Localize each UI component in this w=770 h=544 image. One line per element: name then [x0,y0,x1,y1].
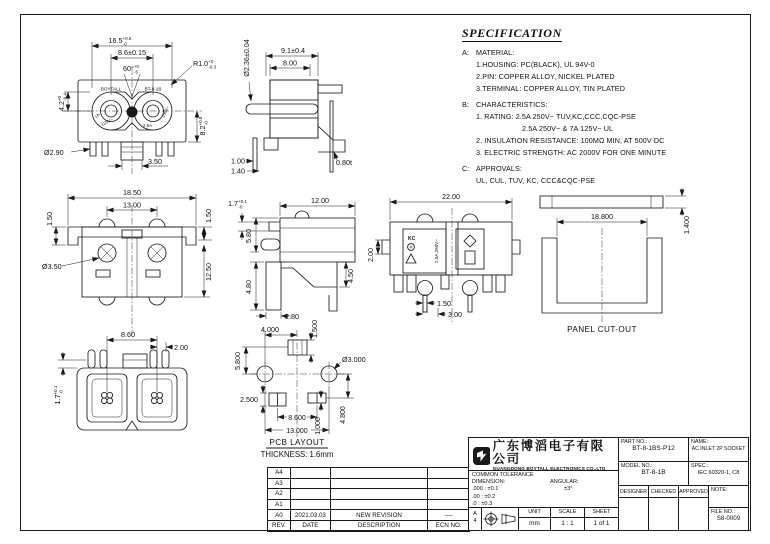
brand-right: BT-8-1B [144,86,162,92]
tolerance-row: .0 : ±0.3 [472,500,493,507]
tolerance-row: .00 : ±0.2 [472,493,496,500]
dim-pcb-d3: 5.800 [233,352,242,370]
dim-side-depth: 9.1±0.4 [281,46,305,55]
dim-side-leg2: 1.40 [231,166,245,176]
dim-side-leg1: 1.00 [231,156,245,166]
rev-cell: A4 [268,468,291,479]
dim-front-radius: $R1.0^{+0}$ -0.3 [193,59,217,70]
dim-pcb-d1: 4.000 [261,325,279,334]
view-under [53,330,188,430]
spec-value: IEC 60320-1, C8 [697,470,740,476]
pcb-layout-caption: PCB LAYOUT [269,438,325,447]
table-row [268,478,470,489]
dim-bottom-pinw: 1.50 [437,299,451,308]
spec-line: UL, CUL, TUV, KC, CCC&CQC-PSE [476,175,596,185]
rating-mark: 2.5A 250V~ [434,239,439,263]
spec-line: 3.TERMINAL: COPPER ALLOY, TIN PLATED [476,83,625,93]
rev-cell [290,478,330,489]
rev-cell: A2 [268,489,291,500]
checked-signature-cell [649,498,679,530]
dim-pcb-d4: 2.500 [240,395,258,404]
dim-back-e2: 1.50 [204,209,213,223]
file-no-label: FILE NO.: [711,509,735,515]
dim-front-hleft: $4.2^{+0}-0.4$ [57,93,68,111]
rev-cell [330,478,427,489]
scale-value: 1 : 1 [561,520,574,527]
spec-b-label: B: [462,100,469,110]
rev-cell [330,499,427,510]
rev-header-cell: ECN NO. [428,520,470,531]
dim-bottom-pinsp: 3.00 [448,310,462,319]
dim-pcb-hole: Ø3.000 [342,355,366,364]
rev-cell [330,468,427,479]
dim-side2-h1: 5.80 [244,229,253,243]
dim-back-e1: 1.50 [45,212,54,226]
rev-cell [428,468,470,479]
part-no-value: BT-8-1BS-P12 [632,445,675,452]
rating-250v: 250V~ [160,104,171,119]
dim-front-hright: $8.2^{+0.8}-0$ [198,116,209,136]
dim-side-depth2: 8.00 [283,58,297,68]
dim-side2-h2: 4.80 [244,280,253,294]
dim-under-pitch: 8.60 [121,330,135,339]
rev-cell: ---- [428,510,470,521]
sheet-size-number: 4 [473,518,477,524]
approved-label: APPROVED [679,486,709,498]
scale-label: SCALE [551,508,584,518]
specification-block [462,28,746,187]
panel-cutout-caption: PANEL CUT-OUT [567,325,637,334]
rev-cell: A3 [268,478,291,489]
designer-signature-cell [619,498,649,530]
table-row [268,468,470,479]
rev-cell [290,468,330,479]
company-name-en: GUANGDONG BOYTALL ELECTRONICS CO.,LTD [492,466,606,471]
name-value: AC INLET 2P SOCKET [691,446,746,452]
dim-back-hole: Ø3.50 [42,262,62,271]
rev-header-cell: DESCRIPTION [330,520,427,531]
dim-under-tab: $1.7^{+0.1}-0$ [53,385,64,405]
dim-pcb-d7: 1.000 [315,417,322,435]
model-no-value: BT-8-1B [641,469,666,476]
rev-cell [330,489,427,500]
spec-label: SPEC.: [691,463,709,469]
dim-panel-thk: 1.400 [682,216,691,234]
dim-side-thk: 0.80t [336,158,352,167]
tolerance-ang-value: ±3° [564,486,573,493]
rating-7a: 7A [93,112,101,120]
dim-side2-tab: $1.7^{+0.1}$ -0 [228,199,247,210]
rating-125v: 125V~ [100,116,115,127]
file-no-value: S8-0009 [716,515,741,522]
dim-pcb-d2: 1.500 [310,320,319,338]
rev-cell: A1 [268,499,291,510]
view-bottom [366,192,520,322]
spec-a-label: A: [462,47,469,57]
dim-side2-w: 12.00 [311,196,329,205]
rev-cell [290,489,330,500]
dim-back-w: 18.50 [123,188,141,197]
rev-header-cell: REV. [268,520,291,531]
brand-left: BOYTALL [100,86,122,92]
rev-cell [428,478,470,489]
dim-side2-h3: 4.50 [346,269,355,283]
spec-line: 2.5A 250V~ & 7A 125V~ UL [522,123,614,133]
tolerance-title: COMMON TOLERANCE [472,472,534,478]
kc-mark: KC [408,236,416,242]
table-row [268,499,470,510]
dim-side2-w2: 2.80 [285,312,299,321]
spec-a-title: MATERIAL: [476,47,515,57]
dim-panel-w: 18.800 [591,212,613,221]
rating-25a: 2.5A [143,123,153,128]
view-side [231,39,352,180]
dim-front-pinw: 3.50 [148,157,162,166]
view-side2 [228,196,355,321]
rev-cell [428,499,470,510]
dim-pcb-d6: 13.000 [286,428,308,435]
part-no-label: PART NO.: [621,439,648,445]
dim-bottom-off: 2.00 [366,248,375,262]
model-no-label: MODEL NO.: [621,463,653,469]
spec-c-title: APPROVALS: [476,164,523,174]
rev-cell [428,489,470,500]
dim-front-pindia: Ø2.90 [44,148,64,157]
spec-line: 3. ELECTRIC STRENGTH: AC 2000V FOR ONE MINUTE [476,147,667,157]
table-header-row [268,520,470,531]
rev-cell: NEW REVISION [330,510,427,521]
spec-c-label: C: [462,164,470,174]
table-row [268,489,470,500]
designer-label: DESIGNER [619,486,649,498]
company-name-cn: 广东博滔电子有限公司 [492,439,605,466]
title-block [468,437,749,531]
projection-symbol-icon [482,508,519,530]
dim-back-h: 12.50 [204,263,213,281]
sheet-label: SHEET [585,508,618,518]
company-logo-icon [472,446,490,466]
spec-line: 2.PIN: COPPER ALLOY, NICKEL PLATED [476,71,615,81]
spec-line: 2. INSULATION RESISTANCE: 100MΩ MIN, AT 500V DC [476,135,665,145]
dim-front-pitch: 8.6±0.15 [118,48,146,57]
sheet-size-letter: A [473,511,477,517]
tolerance-row: .000 : ±0.1 [472,486,499,493]
sheet-value: 1 of 1 [593,520,610,527]
view-back [42,188,213,335]
rev-header-cell: DATE [290,520,330,531]
spec-b-title: CHARACTERISTICS: [476,100,548,110]
unit-value: mm [529,520,540,527]
view-panel-cutout [540,188,691,334]
name-label: NAME: [691,439,709,445]
view-front [44,36,217,174]
table-row [268,510,470,521]
rev-cell [290,499,330,510]
dim-front-width: $16.5^{+0.8}$ -0 [108,36,132,47]
unit-label: UNIT [519,508,550,518]
tolerance-ang-label: ANGULAR: [550,479,579,486]
pcb-thickness-note: THICKNESS: 1.6mm [260,450,334,459]
dim-under-off: 2.00 [174,343,188,352]
rev-cell: A0 [268,510,291,521]
rev-cell: 2021.03.03 [290,510,330,521]
tolerance-dim-label: DIMENSION: [472,479,506,486]
revision-table [267,467,470,532]
view-pcb [233,320,366,459]
note-label: NOTE: [711,487,728,493]
dim-pcb-d5: 8.600 [288,415,306,422]
dim-back-w2: 13.00 [123,200,141,210]
dim-front-angle: 60°$^{+0}$ -5 [122,64,140,75]
ul-logo: UL [129,110,135,115]
specification-title: SPECIFICATION [462,26,562,40]
spec-line: 1.HOUSING: PC(BLACK), UL 94V-0 [476,59,595,69]
dim-side-pindia: Ø2.36±0.04 [242,39,251,77]
dim-pcb-d8: 4.800 [340,406,347,424]
spec-line: 1. RATING: 2.5A 250V~ TUV,KC,CCC,CQC-PSE [476,111,636,121]
dim-bottom-w: 22.00 [442,192,460,201]
checked-label: CHECKED [649,486,679,498]
approved-signature-cell [679,498,709,530]
